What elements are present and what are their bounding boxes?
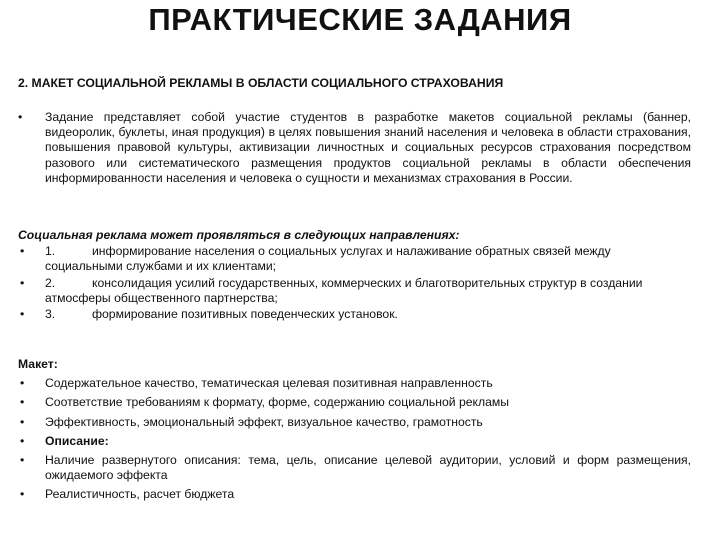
item-number: 3. <box>45 307 56 322</box>
item-text: Соответствие требованиям к формату, форме, содержанию социальной рекламы <box>45 395 509 410</box>
list-item <box>18 376 691 391</box>
bullet-icon: • <box>20 395 25 410</box>
bullet-icon: • <box>20 244 25 259</box>
item-text: Эффективность, эмоциональный эффект, визуальное качество, грамотность <box>45 414 483 429</box>
item-text: информирование населения о социальных услугах и налаживание обратных связей между социальными службами и их клиентами; <box>45 244 611 274</box>
maket-section <box>18 357 691 503</box>
item-text: Наличие развернутого описания: тема, цель, описание целевой аудитории, условий и форм размещения, ожидаемого эффекта <box>45 453 691 483</box>
bullet-icon: • <box>20 376 25 391</box>
list-item <box>18 244 691 274</box>
item-text: Описание: <box>45 433 109 448</box>
list-item <box>18 276 691 306</box>
task-text: Задание представляет собой участие студентов в разработке макетов социальной рекламы (баннер, видеоролик, буклеты, иная продукция) в целях повышения знаний населения и человека в области страхования, повышения правовой культуры, активизации личностных и социальных ресурсов страхования посредством разового или систематического размещения продуктов социальной рекламы в области обеспечения информированности населения и человека о сущности и механизмах страхования в России. <box>45 110 691 185</box>
bullet-icon: • <box>20 453 25 468</box>
bullet-icon: • <box>20 433 25 448</box>
list-item <box>18 487 691 502</box>
page-title: ПРАКТИЧЕСКИЕ ЗАДАНИЯ <box>148 2 572 37</box>
item-text: консолидация усилий государственных, коммерческих и благотворительных структур в создании атмосферы общественного партнерства; <box>45 275 643 305</box>
item-text: Содержательное качество, тематическая целевая позитивная направленность <box>45 376 493 391</box>
item-text: Реалистичность, расчет бюджета <box>45 487 235 502</box>
item-text: формирование позитивных поведенческих установок. <box>92 307 398 322</box>
list-item <box>18 307 691 322</box>
item-number: 1. <box>45 244 56 259</box>
directions-section <box>18 228 691 322</box>
maket-heading: Макет: <box>18 357 58 371</box>
list-item <box>18 434 691 449</box>
bullet-icon: • <box>20 487 25 502</box>
bullet-icon: • <box>18 110 23 124</box>
directions-heading: Социальная реклама может проявляться в следующих направлениях: <box>18 228 460 242</box>
task-description <box>18 110 691 186</box>
list-item <box>18 453 691 483</box>
list-item <box>18 415 691 430</box>
bullet-icon: • <box>20 414 25 429</box>
bullet-icon: • <box>20 275 25 290</box>
section-subtitle: 2. МАКЕТ СОЦИАЛЬНОЙ РЕКЛАМЫ В ОБЛАСТИ СОЦИАЛЬНОГО СТРАХОВАНИЯ <box>18 76 504 90</box>
bullet-icon: • <box>20 307 25 322</box>
item-number: 2. <box>45 275 56 290</box>
list-item <box>18 395 691 410</box>
